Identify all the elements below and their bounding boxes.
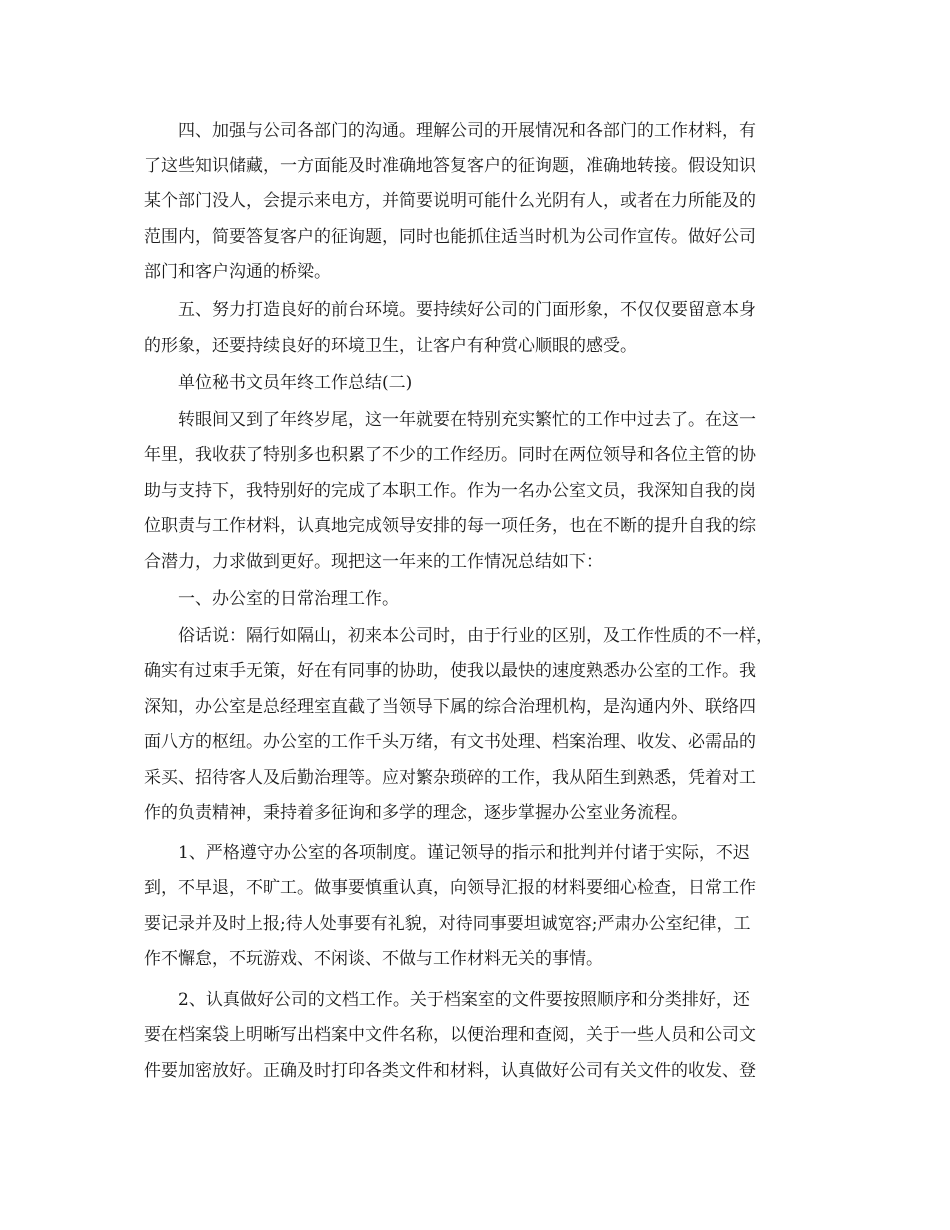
text-line: 俗话说：隔行如隔山，初来本公司时，由于行业的区别，及工作性质的不一样， <box>178 626 773 646</box>
text-line: 年里，我收获了特别多也积累了不少的工作经历。同时在两位领导和各位主管的协 <box>144 445 756 465</box>
text-line: 某个部门没人，会提示来电方，并简要说明可能什么光阴有人，或者在力所能及的 <box>144 191 756 211</box>
subsection-heading: 一、办公室的日常治理工作。 <box>178 589 399 609</box>
text-line: 转眼间又到了年终岁尾，这一年就要在特别充实繁忙的工作中过去了。在这一 <box>178 410 756 430</box>
text-line: 2、认真做好公司的文档工作。关于档案室的文件要按照顺序和分类排好，还 <box>178 990 750 1010</box>
text-line: 深知，办公室是总经理室直截了当领导下属的综合治理机构，是沟通内外、联络四 <box>144 697 756 717</box>
text-line: 部门和客户沟通的桥梁。 <box>144 262 331 282</box>
text-line: 的形象，还要持续良好的环境卫生，让客户有种赏心顺眼的感受。 <box>144 336 637 356</box>
text-line: 件要加密放好。正确及时打印各类文件和材料，认真做好公司有关文件的收发、登 <box>144 1061 756 1081</box>
text-line: 采买、招待客人及后勤治理等。应对繁杂琐碎的工作，我从陌生到熟悉，凭着对工 <box>144 768 756 788</box>
text-line: 位职责与工作材料，认真地完成领导安排的每一项任务，也在不断的提升自我的综 <box>144 516 756 536</box>
text-line: 确实有过束手无策，好在有同事的协助，使我以最快的速度熟悉办公室的工作。我 <box>144 661 756 681</box>
text-line: 四、加强与公司各部门的沟通。理解公司的开展情况和各部门的工作材料，有 <box>178 121 756 141</box>
text-line: 作不懈怠，不玩游戏、不闲谈、不做与工作材料无关的事情。 <box>144 949 603 969</box>
text-line: 合潜力，力求做到更好。现把这一年来的工作情况总结如下： <box>144 552 603 572</box>
text-line: 到，不早退，不旷工。做事要慎重认真，向领导汇报的材料要细心检查，日常工作 <box>144 878 756 898</box>
text-line: 了这些知识储藏，一方面能及时准确地答复客户的征询题，准确地转接。假设知识 <box>144 156 756 176</box>
text-line: 1、严格遵守办公室的各项制度。谨记领导的指示和批判并付诸于实际，不迟 <box>178 843 750 863</box>
section-heading: 单位秘书文员年终工作总结(二) <box>178 373 413 393</box>
text-line: 要在档案袋上明晰写出档案中文件名称，以便治理和查阅，关于一些人员和公司文 <box>144 1025 756 1045</box>
text-line: 要记录并及时上报;待人处事要有礼貌，对待同事要坦诚宽容;严肃办公室纪律，工 <box>144 914 751 934</box>
text-line: 作的负责精神，秉持着多征询和多学的理念，逐步掌握办公室业务流程。 <box>144 803 688 823</box>
text-line: 面八方的枢纽。办公室的工作千头万绪，有文书处理、档案治理、收发、必需品的 <box>144 732 756 752</box>
text-line: 助与支持下，我特别好的完成了本职工作。作为一名办公室文员，我深知自我的岗 <box>144 481 756 501</box>
text-line: 五、努力打造良好的前台环境。要持续好公司的门面形象，不仅仅要留意本身 <box>178 300 756 320</box>
text-line: 范围内，简要答复客户的征询题，同时也能抓住适当时机为公司作宣传。做好公司 <box>144 227 756 247</box>
